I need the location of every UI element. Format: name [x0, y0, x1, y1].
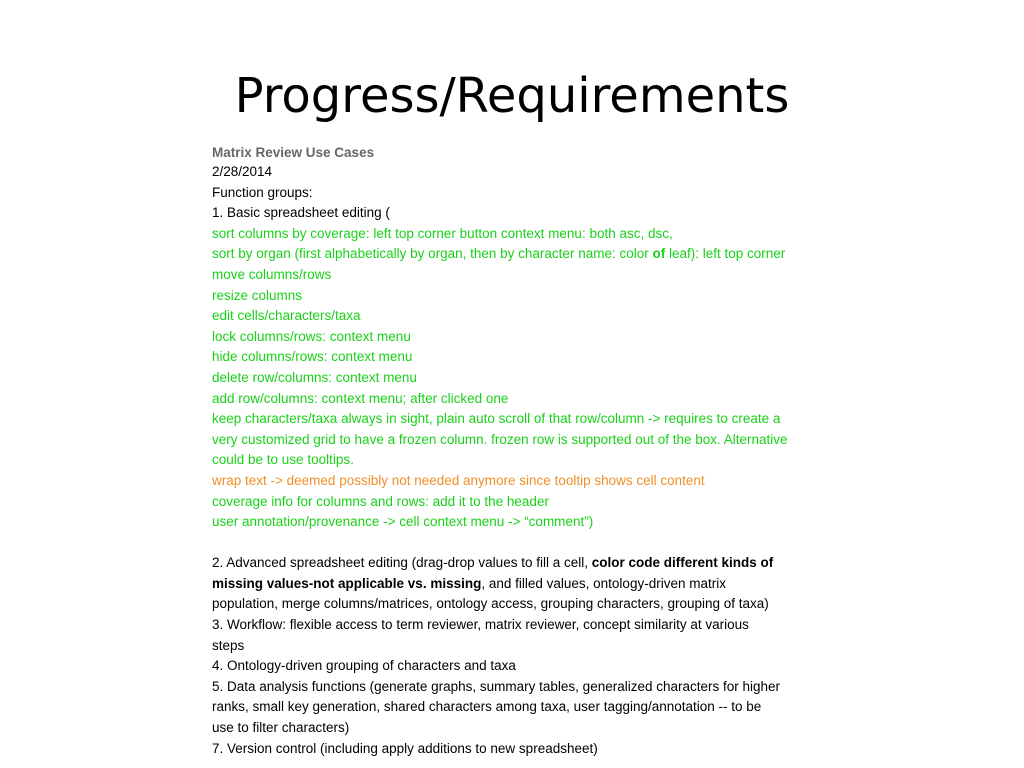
group2-line2 — [212, 574, 872, 595]
item-resize: resize columns — [212, 287, 303, 303]
group3-line1: 3. Workflow: flexible access to term reviewer, matrix reviewer, concept similarity at various — [212, 617, 749, 633]
item-sort-coverage: sort columns by coverage: left top corner button context menu: both asc, dsc, — [212, 225, 673, 241]
group2-line3: population, merge columns/matrices, ontology access, grouping characters, grouping of taxa) — [212, 596, 769, 612]
sort-organ-text-b: leaf): left top corner — [665, 246, 786, 262]
item-keep-line1: keep characters/taxa always in sight, plain auto scroll of that row/column -> requires to create a — [212, 411, 781, 427]
document-heading: Matrix Review Use Cases — [212, 145, 375, 160]
document-date: 2/28/2014 — [212, 164, 273, 179]
group4: 4. Ontology-driven grouping of characters and taxa — [212, 658, 516, 674]
group3-line2: steps — [212, 637, 245, 653]
slide-title: Progress/Requirements — [234, 68, 790, 124]
item-sort-organ — [212, 244, 872, 265]
item-annotation: user annotation/provenance -> cell context menu -> “comment”) — [212, 514, 594, 530]
item-move: move columns/rows — [212, 266, 332, 282]
sort-organ-bold: of — [652, 246, 666, 262]
group7: 7. Version control (including apply additions to new spreadsheet) — [212, 740, 598, 756]
item-edit: edit cells/characters/taxa — [212, 308, 361, 324]
item-lock: lock columns/rows: context menu — [212, 328, 411, 344]
sort-organ-text-a: sort by organ (first alphabetically by organ, then by character name: color — [212, 246, 653, 262]
function-groups-label: Function groups: — [212, 184, 313, 200]
item-keep-line2: very customized grid to have a frozen column. frozen row is supported out of the box. Alternative — [212, 431, 788, 447]
item-wrap: wrap text -> deemed possibly not needed anymore since tooltip shows cell content — [212, 472, 705, 488]
item-coverage-info: coverage info for columns and rows: add it to the header — [212, 493, 549, 509]
group5-line2: ranks, small key generation, shared characters among taxa, user tagging/annotation -- to be — [212, 699, 762, 715]
group5-line1: 5. Data analysis functions (generate graphs, summary tables, generalized characters for higher — [212, 678, 781, 694]
item-keep-line3: could be to use tooltips. — [212, 452, 354, 468]
group2-text-a: 2. Advanced spreadsheet editing (drag-drop values to fill a cell, — [212, 555, 592, 571]
item-hide: hide columns/rows: context menu — [212, 349, 413, 365]
spacer — [212, 533, 872, 554]
group2-bold-b: missing values-not applicable vs. missing — [212, 575, 482, 591]
item-delete: delete row/columns: context menu — [212, 369, 417, 385]
group2-bold-a: color code different kinds of — [591, 555, 774, 571]
item-add: add row/columns: context menu; after clicked one — [212, 390, 509, 406]
group5-line3: use to filter characters) — [212, 720, 350, 736]
group1-title: 1. Basic spreadsheet editing ( — [212, 205, 390, 221]
document-screenshot — [212, 144, 872, 759]
group2-line1 — [212, 553, 872, 574]
group2-text-b: , and filled values, ontology-driven matrix — [481, 575, 726, 591]
